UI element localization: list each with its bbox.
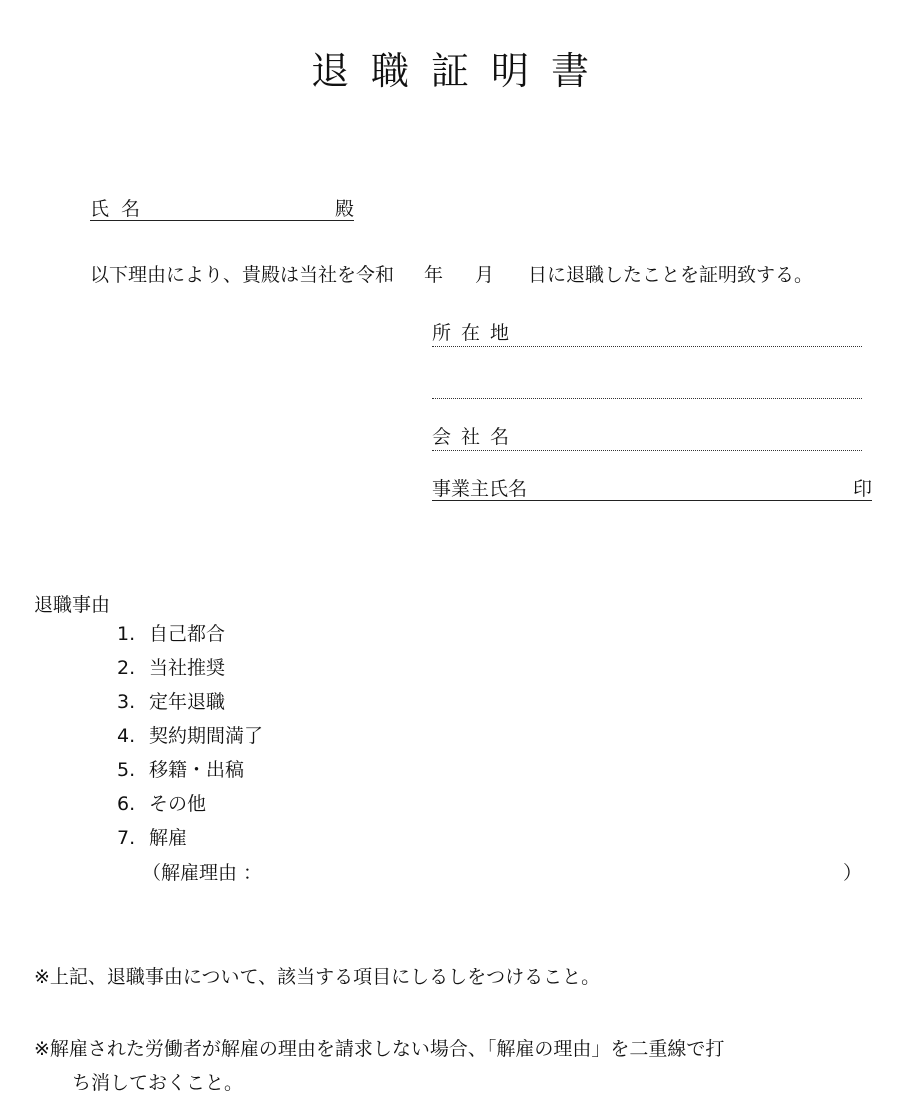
document-title: 退職証明書: [310, 49, 611, 93]
reason-label: 自己都合: [149, 623, 226, 645]
reason-label: その他: [149, 793, 207, 815]
reason-item: [117, 688, 263, 722]
note-marking-instruction: ※上記、退職事由について、該当する項目にしるしをつけること。: [34, 966, 601, 988]
address-field: [432, 318, 862, 347]
reason-label: 契約期間満了: [149, 725, 264, 747]
reason-number: 3.: [117, 691, 136, 713]
reason-item: [117, 756, 263, 790]
reason-number: 6.: [117, 793, 136, 815]
dismissal-reason-close-paren: ）: [842, 862, 862, 884]
employer-name-label: 事業主氏名: [432, 478, 528, 500]
recipient-name-line: [90, 194, 354, 221]
statement-month: 月: [475, 264, 495, 286]
note-dismissal-instruction: [34, 1032, 854, 1100]
dismissal-reason-field: [142, 858, 862, 886]
reason-label: 定年退職: [149, 691, 226, 713]
statement-year: 年: [424, 264, 444, 286]
company-name-label: 会社名: [432, 426, 520, 448]
reason-label: 当社推奨: [149, 657, 226, 679]
recipient-name-label: 氏名: [90, 198, 153, 220]
reason-item: [117, 790, 263, 824]
reason-item: [117, 654, 263, 688]
note-dismissal-line1: ※解雇された労働者が解雇の理由を請求しない場合、「解雇の理由」を二重線で打: [34, 1038, 725, 1060]
reason-number: 2.: [117, 657, 136, 679]
reason-item: [117, 722, 263, 756]
statement-part2: 日に退職したことを証明致する。: [528, 264, 814, 286]
seal-mark: 印: [852, 478, 872, 500]
reason-label: 移籍・出稿: [149, 759, 245, 781]
reason-number: 5.: [117, 759, 136, 781]
reason-label: 解雇: [149, 827, 188, 849]
reason-number: 4.: [117, 725, 136, 747]
company-name-field: [432, 422, 862, 451]
address-field-second-line: [432, 370, 862, 399]
reasons-heading: 退職事由: [34, 594, 111, 616]
address-label: 所在地: [432, 322, 520, 344]
certification-statement: [90, 260, 813, 287]
reason-number: 7.: [117, 827, 136, 849]
reason-item: [117, 620, 263, 654]
reason-item: [117, 824, 263, 858]
employer-name-field: [432, 474, 872, 501]
recipient-honorific: 殿: [334, 198, 354, 220]
statement-part1: 以下理由により、貴殿は当社を令和: [90, 264, 395, 286]
note-dismissal-line2: ち消しておくこと。: [72, 1072, 244, 1094]
dismissal-reason-label: （解雇理由 ：: [142, 862, 263, 884]
reason-number: 1.: [117, 623, 136, 645]
reason-list: [117, 620, 263, 858]
